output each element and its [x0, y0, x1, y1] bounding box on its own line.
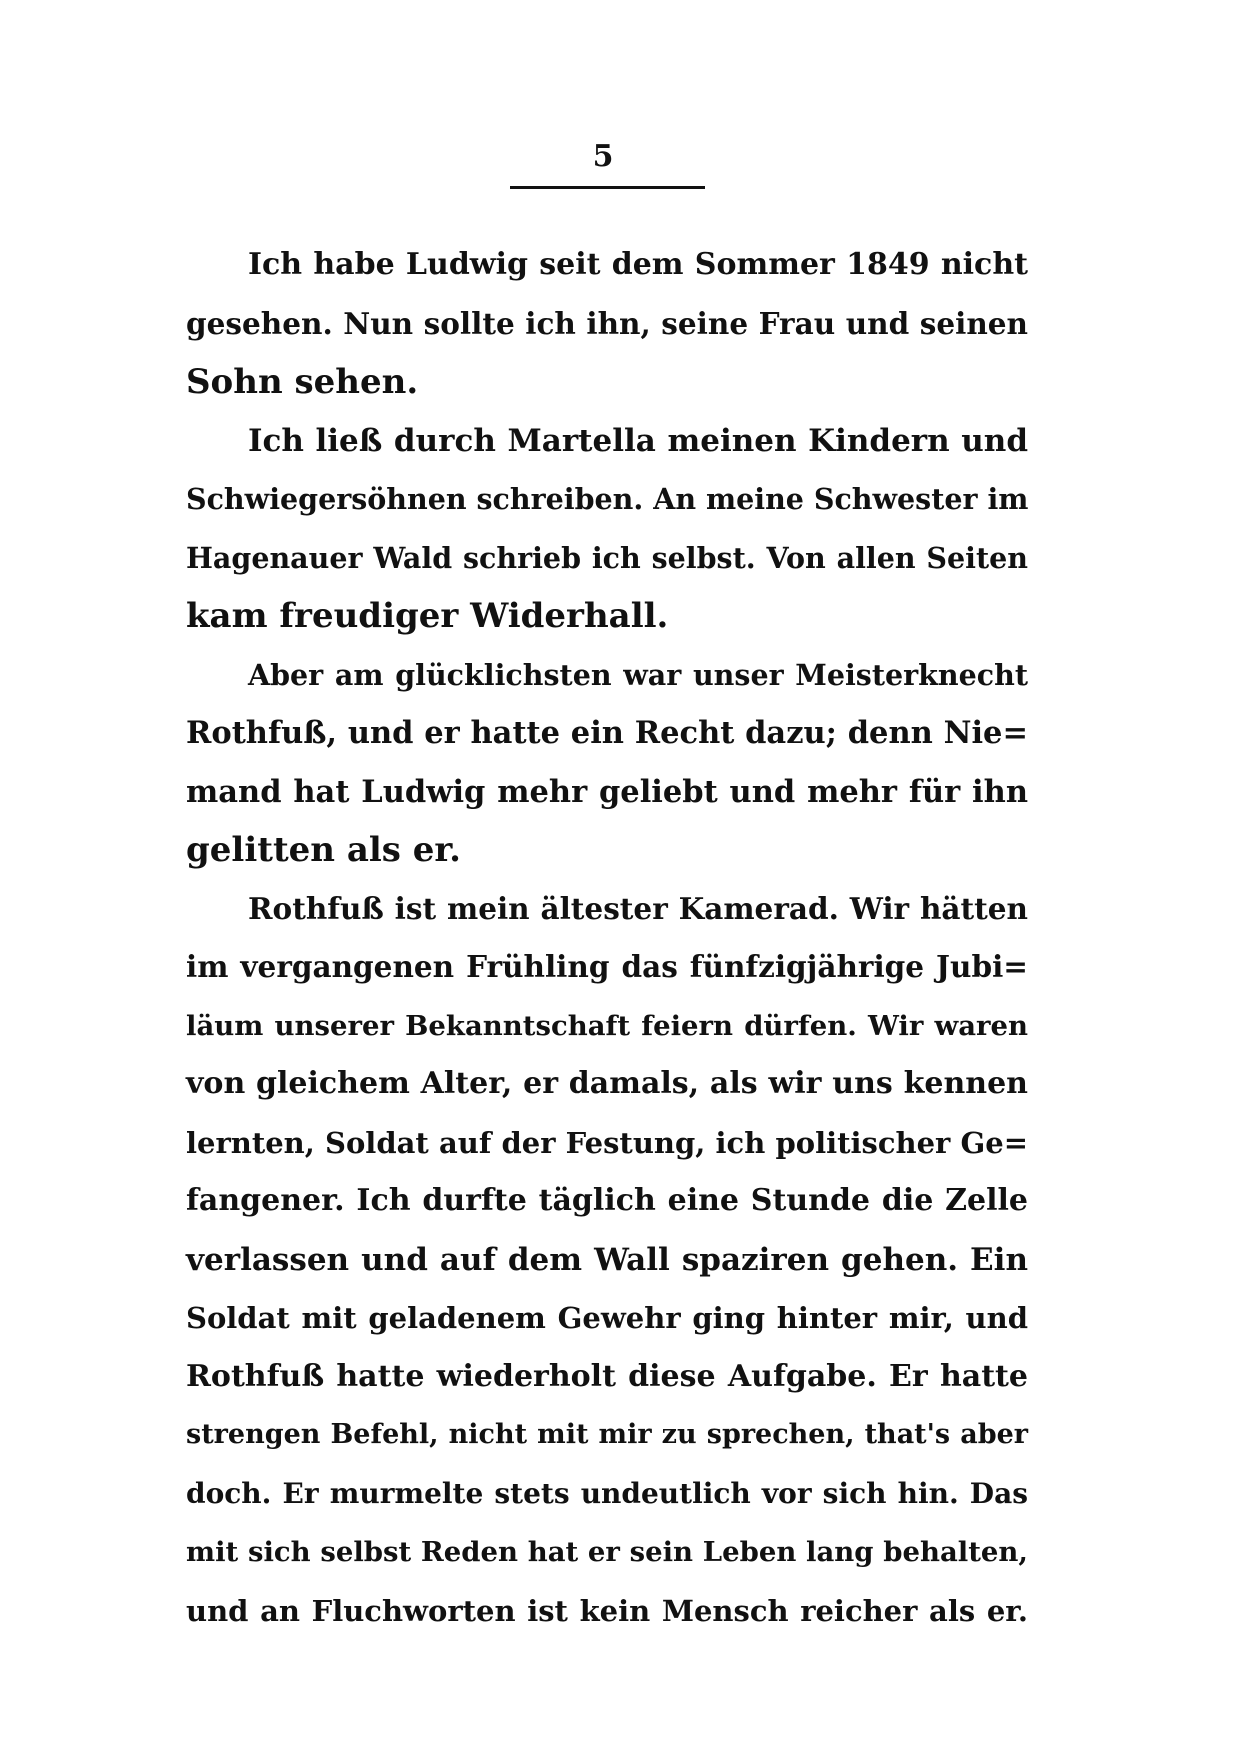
- text-line: von gleichem Alter, er damals, als wir uns kennen: [186, 1066, 1028, 1101]
- text-line: Sohn sehen.: [186, 362, 419, 402]
- text-line: gesehen. Nun sollte ich ihn, seine Frau und seinen: [186, 305, 1028, 341]
- text-line: läum unserer Bekanntschaft feiern dürfen. Wir waren: [186, 1009, 1028, 1042]
- text-line: im vergangenen Frühling das fünfzigjährige Jubi=: [186, 949, 1028, 984]
- text-line: Schwiegersöhnen schreiben. An meine Schwester im: [186, 482, 1029, 516]
- text-line: und an Fluchworten ist kein Mensch reicher als er.: [186, 1593, 1028, 1628]
- text-line: kam freudiger Widerhall.: [186, 596, 669, 636]
- text-line: mit sich selbst Reden hat er sein Leben lang behalten,: [186, 1536, 1028, 1568]
- text-line: strengen Befehl, nicht mit mir zu sprechen, that's aber: [186, 1419, 1028, 1450]
- text-line: lernten, Soldat auf der Festung, ich politischer Ge=: [186, 1125, 1028, 1160]
- text-line: Soldat mit geladenem Gewehr ging hinter mir, und: [186, 1301, 1028, 1335]
- text-line: verlassen und auf dem Wall spaziren gehen. Ein: [186, 1241, 1028, 1278]
- header-rule: [510, 186, 705, 189]
- text-line: Aber am glücklichsten war unser Meisterknecht: [248, 657, 1028, 692]
- text-line: doch. Er murmelte stets undeutlich vor sich hin. Das: [186, 1476, 1028, 1510]
- text-line: gelitten als er.: [186, 830, 462, 870]
- text-line: Ich habe Ludwig seit dem Sommer 1849 nicht: [248, 247, 1028, 282]
- page-number: 5: [592, 139, 614, 174]
- body-text: [186, 236, 1028, 1640]
- text-line: Rothfuß hatte wiederholt diese Aufgabe. Er hatte: [186, 1358, 1028, 1394]
- text-line: Hagenauer Wald schrieb ich selbst. Von allen Seiten: [186, 540, 1028, 575]
- text-line: fangener. Ich durfte täglich eine Stunde die Zelle: [186, 1183, 1028, 1218]
- text-line: Rothfuß, und er hatte ein Recht dazu; denn Nie=: [186, 715, 1028, 751]
- text-line: mand hat Ludwig mehr geliebt und mehr für ihn: [186, 773, 1028, 810]
- text-line: Ich ließ durch Martella meinen Kindern und: [248, 422, 1028, 459]
- text-line: Rothfuß ist mein ältester Kamerad. Wir hätten: [248, 890, 1028, 926]
